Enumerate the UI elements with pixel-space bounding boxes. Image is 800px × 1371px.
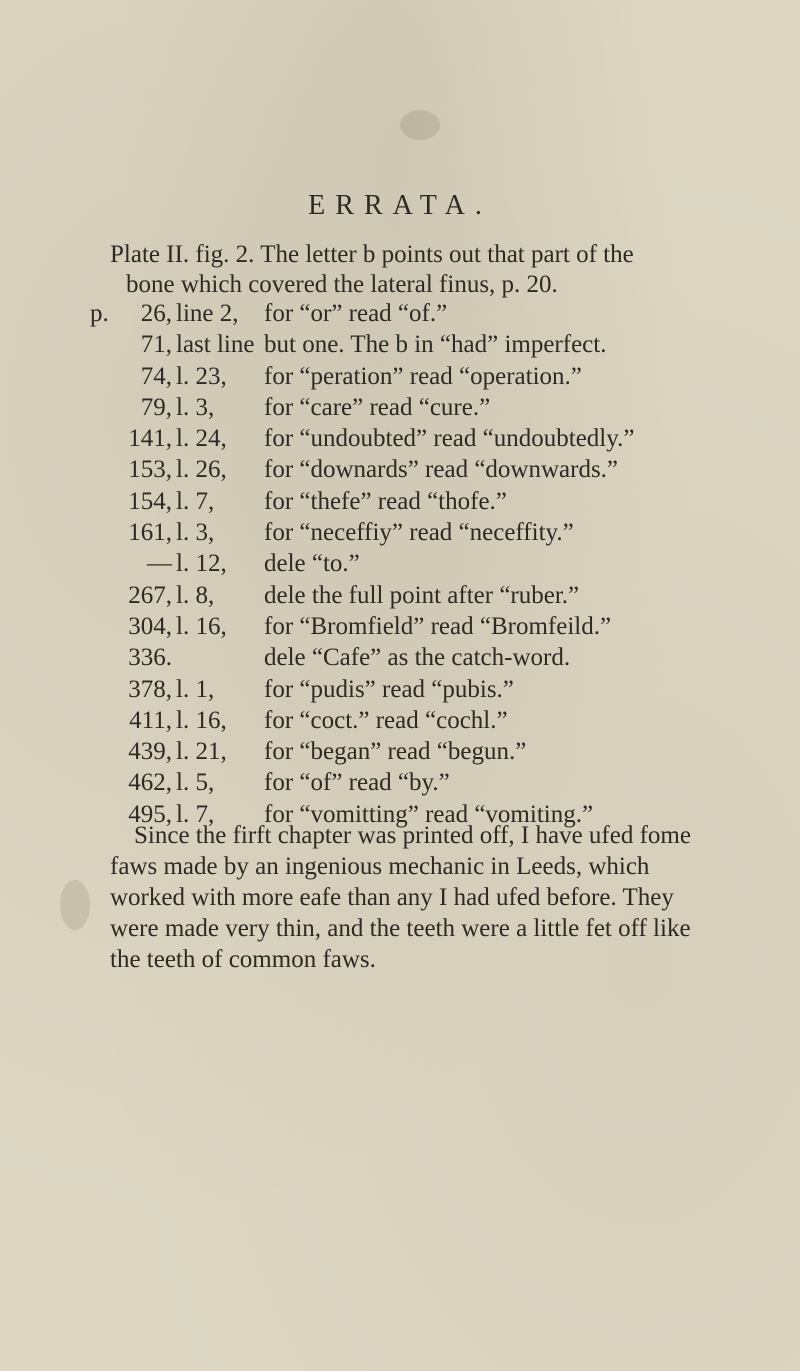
errata-page-number: 161, [128,519,172,547]
errata-entry [90,519,780,550]
note-line: the teeth of common faws. [110,946,376,973]
errata-line-number: l. 26, [176,456,227,484]
errata-entry [90,707,780,738]
errata-line-number: line 2, [176,300,239,327]
plate-note [110,240,750,300]
errata-entry [90,550,780,581]
plate-note-line: Plate II. fig. 2. The letter b points out that part of the [110,241,634,268]
errata-entry [90,300,780,331]
errata-list [90,300,780,832]
errata-correction: for “coct.” read “cochl.” [264,706,508,734]
errata-correction: for “began” read “begun.” [264,738,527,766]
note-line: Since the firft chapter was printed off, I have ufed fome [134,822,691,849]
errata-line-number: l. 16, [176,706,227,734]
errata-entry [90,769,780,800]
errata-correction: for “thefe” read “thofe.” [264,487,507,515]
plate-note-line: bone which covered the lateral finus, p. 20. [126,271,558,298]
errata-line-number: l. 24, [176,425,227,453]
errata-correction: for “downards” read “downwards.” [264,456,619,484]
errata-line-number: l. 7, [176,487,215,515]
errata-entry [90,582,780,613]
errata-page-number: 304, [128,612,172,640]
errata-entry [90,488,780,519]
errata-page-number: 495, [128,800,172,828]
stain [60,880,90,930]
errata-line-number: l. 12, [176,550,227,578]
errata-line-number: l. 8, [176,581,215,609]
errata-entry [90,738,780,769]
errata-correction: but one. The b in “had” imperfect. [264,331,607,359]
stain [400,110,440,140]
errata-line-number: l. 3, [176,393,215,421]
errata-page-number: 71, [140,331,172,359]
errata-page-number: 26, [140,300,172,327]
errata-entry [90,394,780,425]
errata-page-number: 141, [128,425,172,453]
errata-correction: for “or” read “of.” [264,300,448,327]
errata-correction: dele “Cafe” as the catch-word. [264,644,571,672]
errata-correction: dele “to.” [264,550,360,578]
errata-page-number: 154, [128,487,172,515]
errata-entry [90,425,780,456]
page-title: ERRATA. [308,190,492,221]
errata-line-number: l. 3, [176,519,215,547]
errata-entry [90,363,780,394]
errata-line-number: last line [176,331,255,359]
errata-correction: dele the full point after “ruber.” [264,581,580,609]
errata-correction: for “pudis” read “pubis.” [264,675,514,703]
errata-entry [90,676,780,707]
errata-entry [90,644,780,675]
errata-page-number: 336. [128,644,172,672]
errata-prefix: p. [90,300,109,327]
errata-correction: for “care” read “cure.” [264,393,491,421]
errata-page-number: — [147,550,172,578]
errata-correction: for “neceffiy” read “neceffity.” [264,519,574,547]
errata-entry [90,613,780,644]
errata-correction: for “undoubted” read “undoubtedly.” [264,425,635,453]
errata-correction: for “Bromfield” read “Bromfeild.” [264,612,612,640]
errata-correction: for “peration” read “operation.” [264,362,582,390]
errata-page-number: 267, [128,581,172,609]
errata-line-number: l. 5, [176,769,215,797]
saw-note [110,820,770,975]
note-line: faws made by an ingenious mechanic in Leeds, which [110,853,650,880]
errata-entry [90,456,780,487]
errata-page-number: 153, [128,456,172,484]
note-line: worked with more eafe than any I had ufed before. They [110,884,674,911]
errata-entry [90,331,780,362]
errata-page-number: 74, [140,362,172,390]
errata-line-number: l. 1, [176,675,215,703]
errata-page-number: 439, [128,738,172,766]
errata-line-number: l. 21, [176,738,227,766]
errata-line-number: l. 23, [176,362,227,390]
errata-correction: for “of” read “by.” [264,769,450,797]
errata-page-number: 411, [129,706,172,734]
errata-line-number: l. 7, [176,800,215,828]
note-line: were made very thin, and the teeth were a little fet off like [110,915,691,942]
errata-page-number: 378, [128,675,172,703]
errata-line-number: l. 16, [176,612,227,640]
errata-correction: for “vomitting” read “vomiting.” [264,800,594,828]
errata-page-number: 79, [140,393,172,421]
errata-page-number: 462, [128,769,172,797]
